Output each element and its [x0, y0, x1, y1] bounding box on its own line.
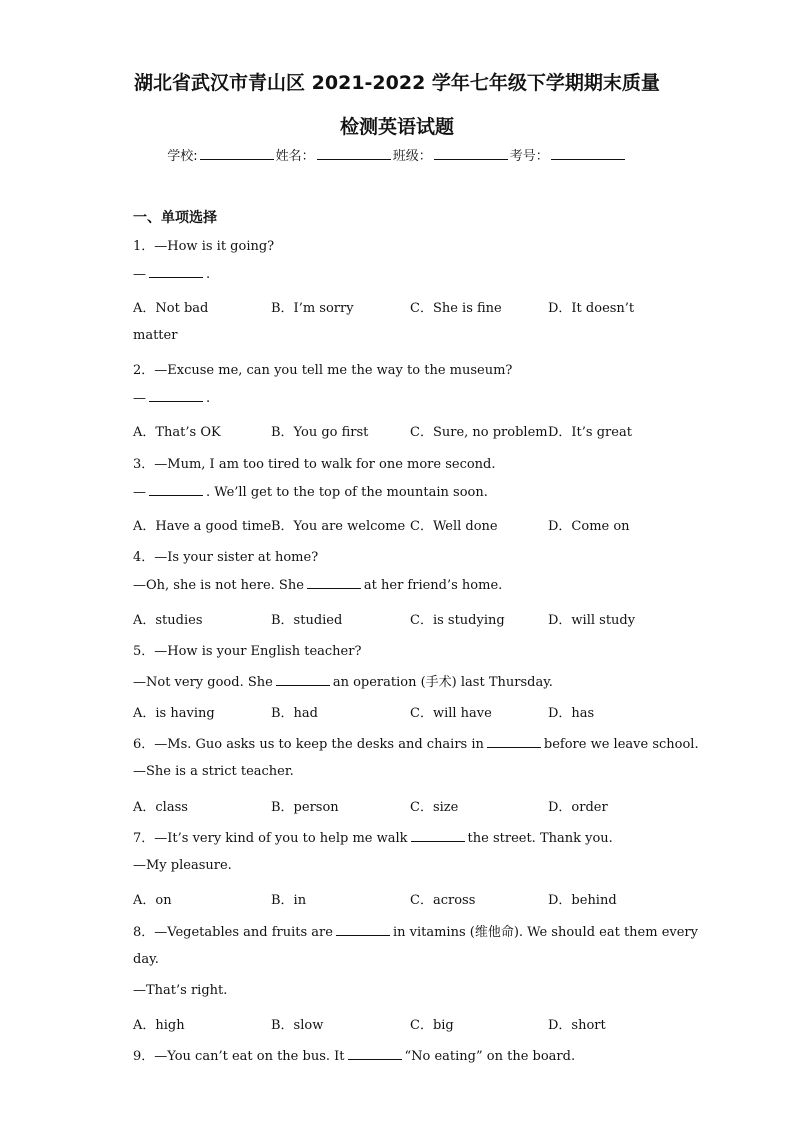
question-1-option-d-wrap: matter: [133, 328, 178, 343]
question-2-option-a[interactable]: A．That’s OK: [133, 425, 221, 440]
number-blank[interactable]: [551, 147, 625, 160]
question-blank[interactable]: [487, 736, 541, 748]
question-7-option-c[interactable]: C．across: [410, 893, 476, 908]
answer-prefix: —: [133, 485, 146, 500]
document-title-line-1: 湖北省武汉市青山区 2021-2022 学年七年级下学期期末质量: [134, 72, 660, 94]
document-title-line-2: 检测英语试题: [339, 116, 454, 138]
question-1-option-d[interactable]: D．It doesn’t: [548, 301, 635, 316]
question-7-option-d[interactable]: D．behind: [548, 893, 617, 908]
answer-suffix: .: [206, 267, 211, 282]
name-blank[interactable]: [317, 147, 391, 160]
question-6-answer-line: —She is a strict teacher.: [133, 764, 294, 779]
question-4-option-d[interactable]: D．will study: [548, 613, 636, 628]
stem-prefix: 7．—It’s very kind of you to help me walk: [133, 831, 408, 846]
stem-prefix: 8．—Vegetables and fruits are: [133, 925, 333, 940]
answer-suffix: at her friend’s home.: [363, 578, 503, 593]
question-5-option-a[interactable]: A．is having: [133, 706, 215, 721]
question-9-stem: [133, 1045, 575, 1064]
student-info-row: [0, 145, 794, 164]
question-2-option-b[interactable]: B．You go first: [271, 425, 369, 440]
answer-blank[interactable]: [149, 484, 203, 496]
answer-blank[interactable]: [149, 266, 203, 278]
question-7-stem: [133, 827, 613, 846]
question-5-option-b[interactable]: B．had: [271, 706, 318, 721]
question-4-answer-line: [133, 577, 502, 593]
stem-suffix: the street. Thank you.: [467, 831, 613, 846]
stem-suffix: “No eating” on the board.: [404, 1049, 576, 1064]
question-2-stem: 2．—Excuse me, can you tell me the way to the museum?: [133, 363, 513, 378]
question-3-option-d[interactable]: D．Come on: [548, 519, 630, 534]
section-title: 一、单项选择: [133, 210, 217, 226]
question-4-option-c[interactable]: C．is studying: [410, 613, 505, 628]
school-label: 学校:: [167, 149, 198, 164]
stem-prefix: 6．—Ms. Guo asks us to keep the desks and chairs in: [133, 737, 484, 752]
stem-suffix: before we leave school.: [543, 737, 699, 752]
question-3-option-a[interactable]: A．Have a good time: [133, 519, 272, 534]
question-8-option-d[interactable]: D．short: [548, 1018, 606, 1033]
question-6-option-d[interactable]: D．order: [548, 800, 608, 815]
question-8-option-c[interactable]: C．big: [410, 1018, 454, 1033]
question-6-stem: [133, 733, 699, 752]
answer-prefix: —Oh, she is not here. She: [133, 578, 304, 593]
answer-blank[interactable]: [149, 390, 203, 402]
question-blank[interactable]: [411, 830, 465, 842]
name-label: 姓名：: [275, 149, 315, 164]
question-8-stem-wrap: day.: [133, 952, 159, 967]
number-label: 考号：: [509, 149, 549, 164]
question-2-option-d[interactable]: D．It’s great: [548, 425, 632, 440]
class-blank[interactable]: [434, 147, 508, 160]
question-8-option-b[interactable]: B．slow: [271, 1018, 324, 1033]
answer-prefix: —Not very good. She: [133, 675, 273, 690]
answer-suffix: an operation (手术) last Thursday.: [332, 675, 553, 690]
stem-suffix: in vitamins (维他命). We should eat them every: [392, 925, 698, 940]
question-7-option-b[interactable]: B．in: [271, 893, 307, 908]
question-5-answer-line: [133, 671, 553, 690]
question-4-stem: 4．—Is your sister at home?: [133, 550, 319, 565]
question-8-option-a[interactable]: A．high: [133, 1018, 185, 1033]
question-blank[interactable]: [348, 1048, 402, 1060]
question-2-option-c[interactable]: C．Sure, no problem: [410, 425, 548, 440]
question-5-stem: 5．—How is your English teacher?: [133, 644, 362, 659]
question-4-option-b[interactable]: B．studied: [271, 613, 343, 628]
question-7-answer-line: —My pleasure.: [133, 858, 232, 873]
question-8-stem: [133, 921, 698, 940]
question-1-answer-line: [133, 266, 210, 282]
answer-prefix: —: [133, 267, 146, 282]
question-6-option-b[interactable]: B．person: [271, 800, 339, 815]
question-8-answer-line: —That’s right.: [133, 983, 228, 998]
answer-prefix: —: [133, 391, 146, 406]
class-label: 班级：: [392, 149, 432, 164]
question-3-answer-line: [133, 484, 488, 500]
question-3-option-b[interactable]: B．You are welcome: [271, 519, 406, 534]
question-6-option-a[interactable]: A．class: [133, 800, 188, 815]
question-1-option-a[interactable]: A．Not bad: [133, 301, 209, 316]
answer-suffix: . We’ll get to the top of the mountain soon.: [206, 485, 488, 500]
question-1-option-c[interactable]: C．She is fine: [410, 301, 502, 316]
answer-blank[interactable]: [276, 674, 330, 686]
question-1-stem: 1．—How is it going?: [133, 239, 275, 254]
question-3-option-c[interactable]: C．Well done: [410, 519, 498, 534]
answer-blank[interactable]: [307, 577, 361, 589]
question-2-answer-line: [133, 390, 210, 406]
stem-prefix: 9．—You can’t eat on the bus. It: [133, 1049, 345, 1064]
question-5-option-c[interactable]: C．will have: [410, 706, 492, 721]
answer-suffix: .: [206, 391, 211, 406]
question-4-option-a[interactable]: A．studies: [133, 613, 203, 628]
question-1-option-b[interactable]: B．I’m sorry: [271, 301, 354, 316]
school-blank[interactable]: [200, 147, 274, 160]
question-7-option-a[interactable]: A．on: [133, 893, 172, 908]
question-6-option-c[interactable]: C．size: [410, 800, 459, 815]
question-blank[interactable]: [336, 924, 390, 936]
question-3-stem: 3．—Mum, I am too tired to walk for one more second.: [133, 457, 496, 472]
question-5-option-d[interactable]: D．has: [548, 706, 595, 721]
